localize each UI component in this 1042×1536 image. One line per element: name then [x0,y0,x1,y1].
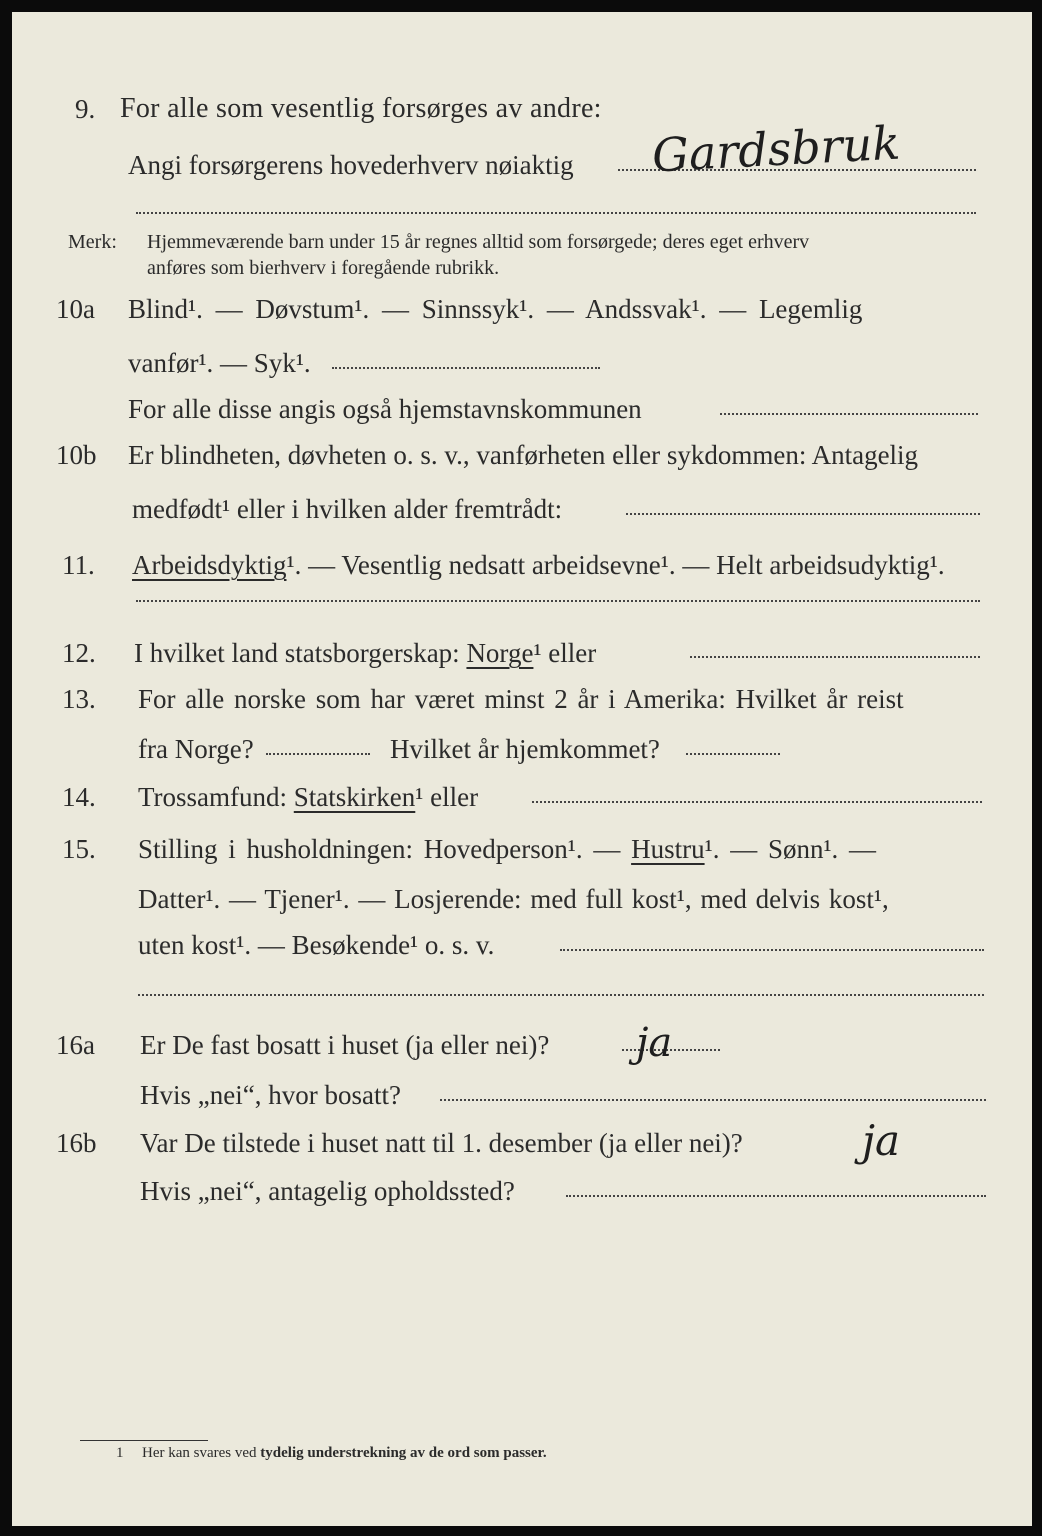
q15-answer-line [560,949,984,951]
q15-line1 [138,834,876,864]
q14-selected-option: Statskirken [293,782,416,812]
q14-post: ¹ eller [415,782,479,812]
q9-heading: For alle som vesentlig forsørges av andre: [120,93,602,124]
q16b-line1: Var De tilstede i huset natt til 1. desember (ja eller nei)? [140,1128,743,1158]
q10a-number: 10a [56,294,95,324]
q16a-bosatt-line [440,1099,986,1101]
q16b-handwritten-answer: ja [862,1116,901,1165]
q9-number: 9. [75,94,96,124]
q12-number: 12. [62,638,96,668]
merk-line1: Hjemmeværende barn under 15 år regnes alltid som forsørgede; deres eget erhverv [147,231,810,253]
q11-text [132,550,945,580]
q10a-home-line [720,413,978,415]
q10b-answer-line [626,513,980,515]
footnote-text-bold: tydelig understrekning av de ord som passer. [260,1445,547,1461]
q15-number: 15. [62,834,96,864]
q9-extra-line [136,212,976,214]
q13-line2a: fra Norge? [138,734,254,764]
q13-hjemkommet-line [686,753,780,755]
q10a-answer-line [332,367,600,369]
q10a-line3: For alle disse angis også hjemstavnskommunen [128,394,642,424]
q13-reist-line [266,753,370,755]
merk-line2: anføres som bierhverv i foregående rubrikk. [147,257,500,279]
q15-selected-option: Hustru [631,834,705,864]
q16b-line2: Hvis „nei“, antagelig opholdssted? [140,1176,515,1206]
q10a-line1: Blind¹. — Døvstum¹. — Sinnssyk¹. — Andssvak¹. — Legemlig [128,294,863,324]
q9-handwritten-answer: Gardsbruk [650,115,902,183]
q14-text [138,782,478,812]
q14-prompt: Trossamfund: [138,782,288,812]
q15-line2: Datter¹. — Tjener¹. — Losjerende: med full kost¹, med delvis kost¹, [138,884,889,914]
q10b-line1: Er blindheten, døvheten o. s. v., vanførheten eller sykdommen: Antagelig [128,440,919,470]
q12-prompt: I hvilket land statsborgerskap: [134,638,460,668]
q15-line3: uten kost¹. — Besøkende¹ o. s. v. [138,930,495,960]
q15-line1b: ¹. — Sønn¹. — [704,834,877,864]
footnote-mark: 1 [116,1445,124,1461]
q12-post: ¹ eller [533,638,597,668]
q10a-line2: vanfør¹. — Syk¹. [128,348,311,378]
q13-number: 13. [62,684,96,714]
q13-line2b: Hvilket år hjemkommet? [390,734,660,764]
q16a-handwritten-answer: ja [636,1020,673,1066]
q16a-line1: Er De fast bosatt i huset (ja eller nei)? [140,1030,550,1060]
merk-label: Merk: [68,231,117,253]
q10b-number: 10b [56,440,97,470]
q13-line1: For alle norske som har været minst 2 år i Amerika: Hvilket år reist [138,684,904,714]
q15-line1a: Stilling i husholdningen: Hovedperson¹. — [138,834,621,864]
footnote-text [142,1444,547,1462]
q11-number: 11. [62,550,95,580]
q16a-line2: Hvis „nei“, hvor bosatt? [140,1080,401,1110]
q11-rest: ¹. — Vesentlig nedsatt arbeidsevne¹. — Helt arbeidsudyktig¹. [286,550,945,580]
q14-number: 14. [62,782,96,812]
q11-answer-line [136,600,980,602]
q16b-opholdssted-line [566,1195,986,1197]
q16a-number: 16a [56,1030,95,1060]
q12-selected-option: Norge [466,638,534,668]
footnote-rule [80,1440,208,1441]
q15-extra-line [138,994,984,996]
census-form-page [12,12,1032,1526]
q12-answer-line [690,656,980,658]
q14-answer-line [532,801,982,803]
q12-text [134,638,596,668]
q10b-line2: medfødt¹ eller i hvilken alder fremtrådt: [132,494,563,524]
footnote-text-pre: Her kan svares ved [142,1445,257,1461]
q16b-number: 16b [56,1128,97,1158]
q11-selected-option: Arbeidsdyktig [132,550,287,580]
q9-prompt: Angi forsørgerens hovederhverv nøiaktig [128,150,574,180]
